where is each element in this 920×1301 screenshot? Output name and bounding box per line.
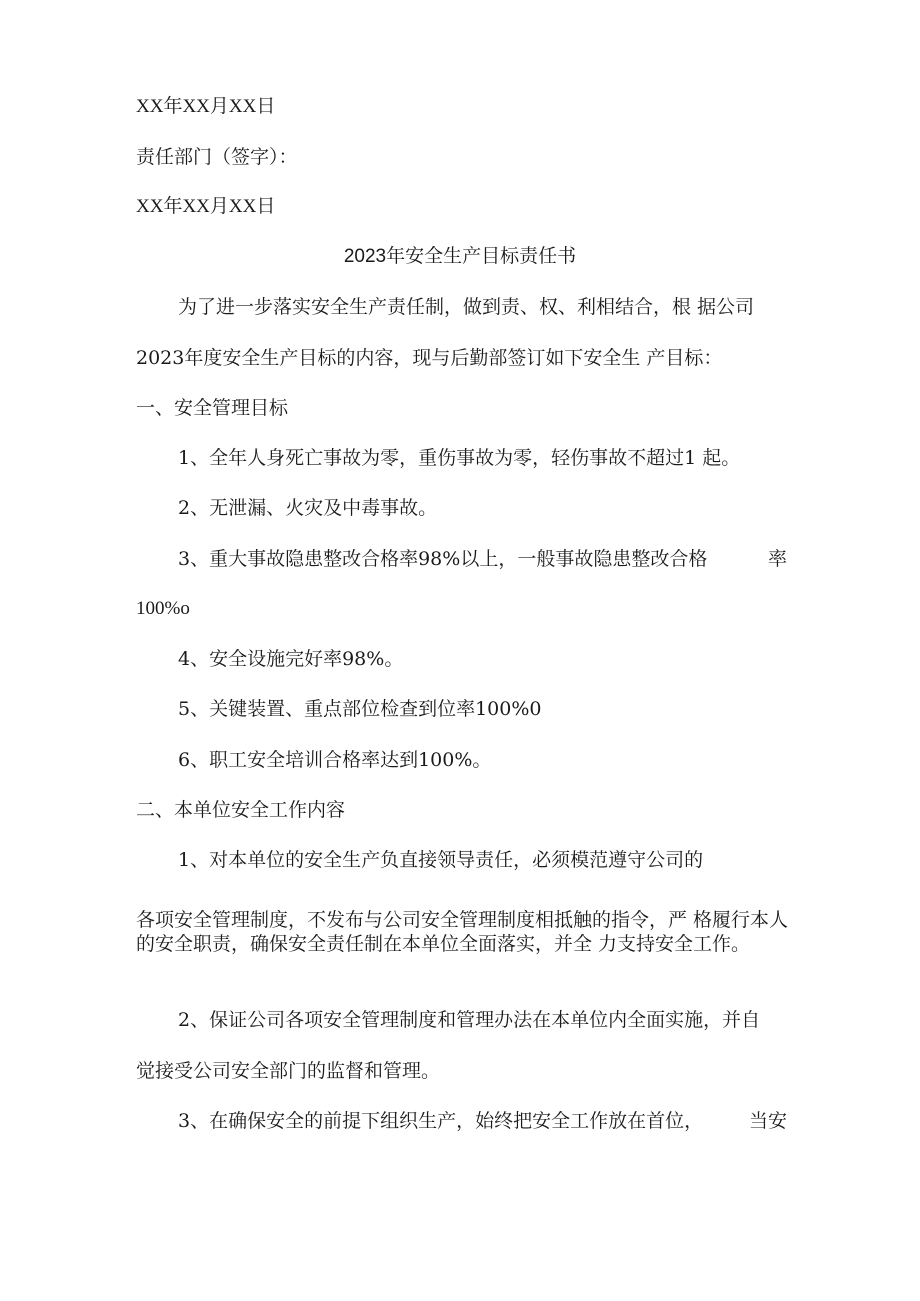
- target-item-1: 1、全年人身死亡事故为零，重伤事故为零，轻伤事故不超过1 起。: [178, 447, 741, 469]
- section-1-heading: 一、安全管理目标: [136, 397, 289, 419]
- section-2-heading: 二、本单位安全工作内容: [136, 799, 346, 821]
- work-item-3-first-line: 3、在确保安全的前提下组织生产，始终把安全工作放在首位，: [178, 1110, 704, 1132]
- target-item-3-tail: 率: [768, 548, 788, 570]
- target-item-3-continuation: 100%o: [136, 598, 190, 619]
- intro-line-2: 2023年度安全生产目标的内容，现与后勤部签订如下安全生 产目标：: [136, 347, 723, 369]
- target-item-6: 6、职工安全培训合格率达到100%。: [178, 749, 492, 771]
- target-item-3: 3、重大事故隐患整改合格率98%以上，一般事故隐患整改合格: [178, 548, 708, 570]
- work-item-1-first-line: 1、对本单位的安全生产负直接领导责任，必须模范遵守公司的: [178, 849, 704, 871]
- target-item-2: 2、无泄漏、火灾及中毒事故。: [178, 497, 438, 519]
- department-signature-label: 责任部门（签字）：: [136, 146, 298, 168]
- document-title: 2023年安全生产目标责任书: [343, 246, 577, 267]
- date-line-2: XX年XX月XX日: [136, 196, 276, 217]
- intro-line-1: 为了进一步落实安全生产责任制，做到责、权、利相结合，根 据公司: [178, 296, 755, 318]
- target-item-5: 5、关键装置、重点部位检查到位率100%0: [178, 698, 542, 720]
- work-item-2-first-line: 2、保证公司各项安全管理制度和管理办法在本单位内全面实施，并自: [178, 1009, 761, 1031]
- work-item-3-tail: 当安: [749, 1110, 788, 1132]
- work-item-2-continuation: 觉接受公司安全部门的监督和管理。: [136, 1060, 441, 1082]
- date-line-1: XX年XX月XX日: [136, 96, 276, 117]
- target-item-4: 4、安全设施完好率98%。: [178, 648, 404, 670]
- work-item-1-body: 各项安全管理制度，不发布与公司安全管理制度相抵触的指令，严 格履行本人的安全职责，确保安全责任制在本单位全面落实，并全 力支持安全工作。: [136, 909, 789, 955]
